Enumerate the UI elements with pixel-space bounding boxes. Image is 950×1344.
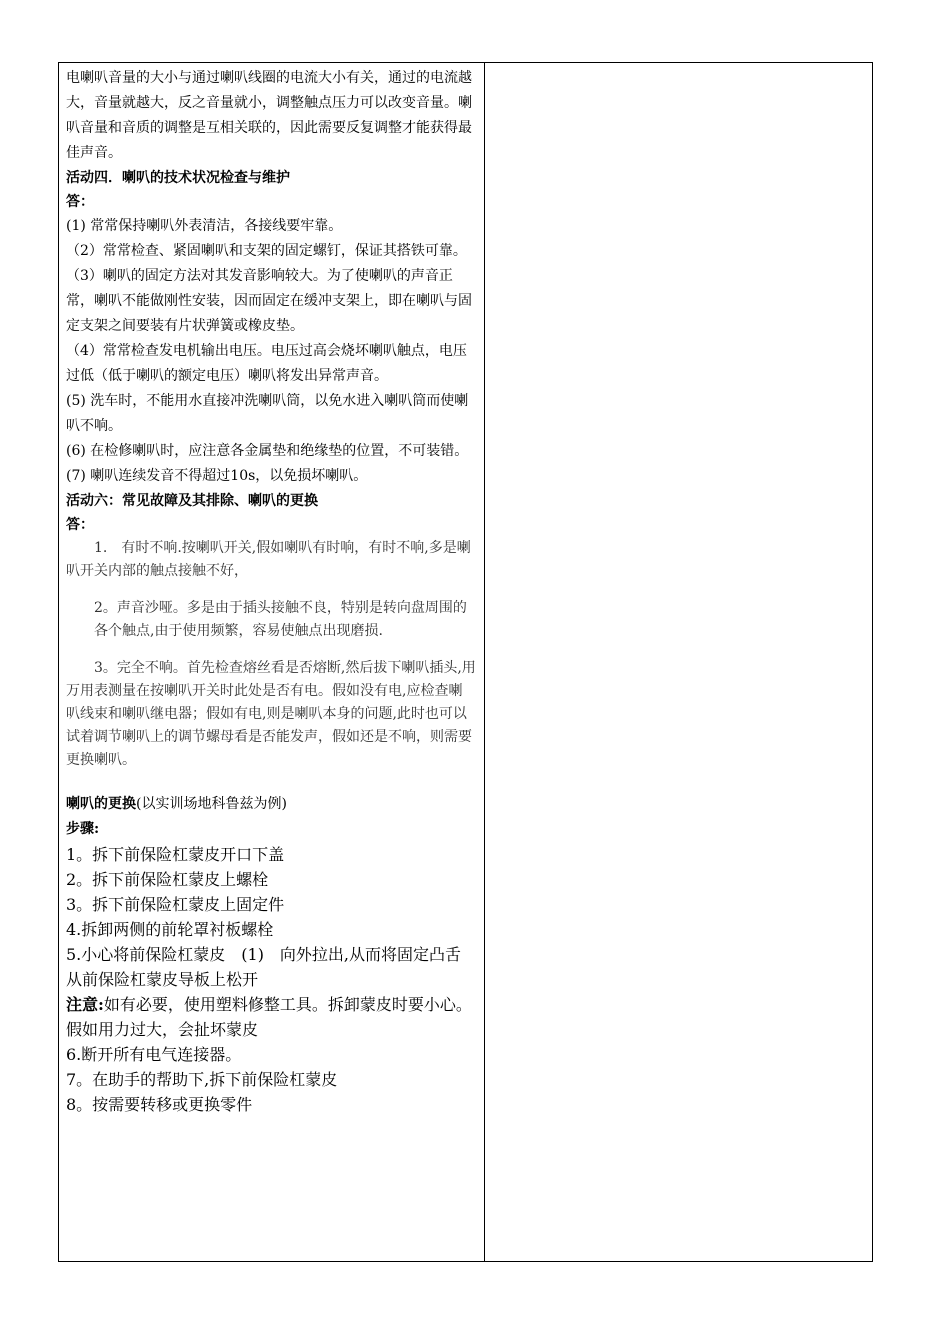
step-6: 6.断开所有电气连接器。 bbox=[66, 1045, 242, 1064]
step-5: 5.小心将前保险杠蒙皮 (1) 向外拉出,从而将固定凸舌从前保险杠蒙皮导板上松开 bbox=[66, 945, 462, 989]
step-1: 1。拆下前保险杠蒙皮开口下盖 bbox=[66, 845, 285, 864]
steps-label: 步骤: bbox=[66, 821, 100, 837]
activity4-item-2: （2）常常检查、紧固喇叭和支架的固定螺钉，保证其搭铁可靠。 bbox=[66, 243, 467, 259]
left-column bbox=[66, 66, 476, 1117]
step-2: 2。拆下前保险杠蒙皮上螺栓 bbox=[66, 870, 269, 889]
activity4-item-7: (7) 喇叭连续发音不得超过10s，以免损坏喇叭。 bbox=[66, 468, 368, 484]
activity4-answer-label: 答： bbox=[66, 194, 94, 210]
activity6-answer-label: 答： bbox=[66, 517, 94, 533]
document-table bbox=[58, 62, 873, 1262]
note bbox=[66, 992, 476, 1042]
intro-paragraph: 电喇叭音量的大小与通过喇叭线圈的电流大小有关，通过的电流越大，音量就越大，反之音量就小，调整触点压力可以改变音量。喇叭音量和音质的调整是互相关联的，因此需要反复调整才能获得最佳声音。 bbox=[66, 70, 472, 161]
note-text: 如有必要，使用塑料修整工具。拆卸蒙皮时要小心。假如用力过大，会扯坏蒙皮 bbox=[66, 995, 472, 1039]
fault-3: 3。完全不响。首先检查熔丝看是否熔断,然后拔下喇叭插头,用万用表测量在按喇叭开关时此处是否有电。假如没有电,应检查喇叭线束和喇叭继电器；假如有电,则是喇叭本身的问题,此时也可以试着调节喇叭上的调节螺母看是否能发声，假如还是不响，则需要更换喇叭。 bbox=[66, 660, 476, 768]
activity4-item-4: （4）常常检查发电机输出电压。电压过高会烧坏喇叭触点，电压过低（低于喇叭的额定电压）喇叭将发出异常声音。 bbox=[66, 343, 467, 384]
activity4-item-5: (5) 洗车时，不能用水直接冲洗喇叭筒，以免水进入喇叭筒而使喇叭不响。 bbox=[66, 393, 469, 434]
activity4-title: 活动四．喇叭的技术状况检查与维护 bbox=[66, 170, 290, 186]
activity4-item-6: (6) 在检修喇叭时，应注意各金属垫和绝缘垫的位置，不可装错。 bbox=[66, 443, 469, 459]
activity6-title: 活动六：常见故障及其排除、喇叭的更换 bbox=[66, 493, 318, 509]
fault-1: 1. 有时不响.按喇叭开关,假如喇叭有时响，有时不响,多是喇叭开关内部的触点接触不好， bbox=[66, 540, 471, 579]
step-4: 4.拆卸两侧的前轮罩衬板螺栓 bbox=[66, 920, 274, 939]
activity4-item-1: (1) 常常保持喇叭外表清洁，各接线要牢靠。 bbox=[66, 218, 343, 234]
replacement-title: 喇叭的更换 bbox=[66, 796, 136, 812]
step-8: 8。按需要转移或更换零件 bbox=[66, 1095, 253, 1114]
fault-2: 2。声音沙哑。多是由于插头接触不良，特别是转向盘周围的各个触点,由于使用频繁，容易使触点出现磨损. bbox=[94, 600, 467, 639]
step-3: 3。拆下前保险杠蒙皮上固定件 bbox=[66, 895, 285, 914]
activity4-item-3: （3）喇叭的固定方法对其发音影响较大。为了使喇叭的声音正常，喇叭不能做刚性安装，因而固定在缓冲支架上，即在喇叭与固定支架之间要装有片状弹簧或橡皮垫。 bbox=[66, 268, 472, 334]
replacement-subtitle: (以实训场地科鲁兹为例) bbox=[136, 796, 287, 812]
column-divider bbox=[484, 63, 485, 1261]
note-label: 注意: bbox=[66, 995, 104, 1014]
replacement-heading bbox=[66, 792, 476, 817]
step-7: 7。在助手的帮助下,拆下前保险杠蒙皮 bbox=[66, 1070, 338, 1089]
